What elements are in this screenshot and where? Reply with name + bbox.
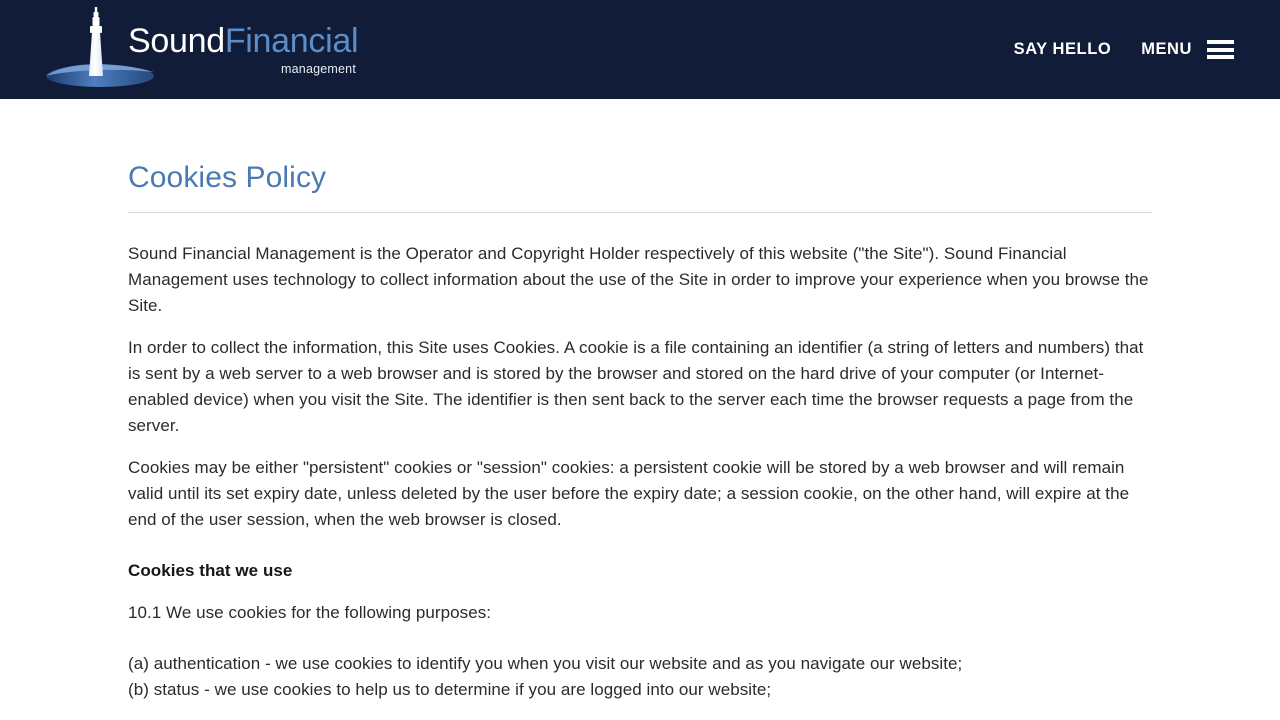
nav-say-hello[interactable]: SAY HELLO [1013, 40, 1112, 58]
list-item: (b) status - we use cookies to help us to determine if you are logged into our website; [128, 680, 772, 699]
purposes-intro: 10.1 We use cookies for the following purposes: [128, 603, 492, 622]
title-divider [128, 212, 1152, 213]
logo-word-sound: Sound [128, 22, 225, 60]
nav-menu-label: MENU [1141, 40, 1192, 58]
hamburger-bar [1207, 48, 1234, 52]
logo-tagline: management [281, 62, 356, 76]
site-header [0, 0, 1280, 99]
purposes-list [128, 626, 1152, 703]
list-item: (a) authentication - we use cookies to identify you when you visit our website and as you navigate our website; [128, 654, 963, 673]
page-title: Cookies Policy [128, 161, 327, 194]
policy-paragraph: Sound Financial Management is the Operator and Copyright Holder respectively of this website ("the Site"). Sound Financial Management uses technology to collect information about the use of the Site in order to improve your experience when you browse the Site. [128, 244, 1149, 315]
policy-paragraph: In order to collect the information, this Site uses Cookies. A cookie is a file containing an identifier (a string of letters and numbers) that is sent by a web server to a web browser and is stored by the browser and stored on the hard drive of your computer (or Internet-enabled device) when you visit the Site. The identifier is then sent back to the server each time the browser requests a page from the server. [128, 338, 1144, 435]
main-content [128, 99, 1152, 703]
menu-toggle-button[interactable] [1141, 40, 1234, 59]
hamburger-icon[interactable] [1207, 40, 1234, 59]
logo-title [128, 22, 358, 60]
section-subheading: Cookies that we use [128, 561, 293, 580]
logo-wordmark [128, 22, 358, 82]
hamburger-bar [1207, 55, 1234, 59]
header-nav [1014, 0, 1234, 99]
logo-word-financial: Financial [224, 22, 359, 60]
hamburger-bar [1207, 40, 1234, 44]
policy-paragraph: Cookies may be either "persistent" cookies or "session" cookies: a persistent cookie will be stored by a web browser and will remain valid until its set expiry date, unless deleted by the user before the expiry date; a session cookie, on the other hand, will expire at the end of the user session, when the web browser is closed. [128, 458, 1130, 529]
site-logo[interactable] [42, 0, 359, 99]
